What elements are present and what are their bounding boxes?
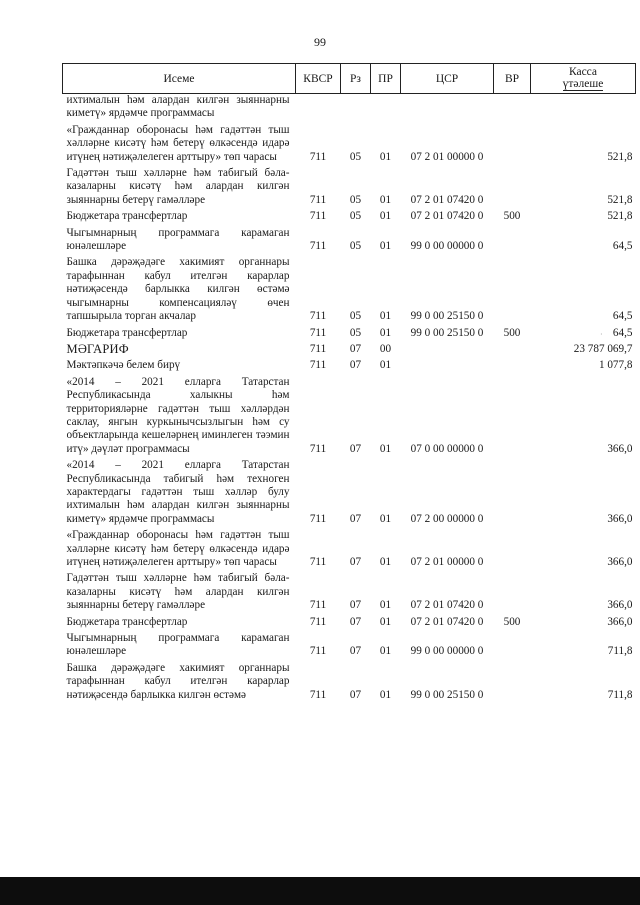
cell-kassa: 711,8 [607,645,633,658]
cell-name: Гадәттән тыш хәлләрне һәм табигый бәла-казаларны кисәтү һәм алардан килгән зыяннарны бетерү гамәлләре [66,572,290,612]
cell-kvsr: 711 [309,359,327,372]
cell-kassa: 366,0 [607,599,633,612]
cell-pr: 01 [379,512,392,525]
cell-csr: 99 0 00 00000 0 [410,240,484,253]
cell-kvsr: 711 [309,310,327,323]
cell-csr: 07 2 01 07420 0 [410,193,484,206]
cell-name: Башка дәрәҗәдәге хакимият органнары тарафыннан кабул ителгән карарлар нәтиҗәсендә барлыкка килгән өстәмә чыгымнарны компенсацияләү өчен тапшырыла торган акчалар [66,256,290,323]
cell-vr [494,456,531,526]
table-row [63,94,636,121]
cell-csr: 07 2 01 00000 0 [410,150,484,163]
cell-kassa: 366,0 [607,615,633,628]
cell-vr [494,569,531,612]
cell-csr [401,94,494,121]
table-row [63,121,636,164]
cell-vr [494,629,531,659]
cell-rz: 05 [349,326,362,339]
table-row [63,629,636,659]
cell-csr: 07 0 00 00000 0 [410,442,484,455]
cell-csr: 99 0 00 00000 0 [410,645,484,658]
cell-rz [341,94,371,121]
cell-rz: 05 [349,210,362,223]
table-row [63,659,636,702]
scan-bottom-edge [0,877,640,905]
table-row [63,569,636,612]
table-row [63,526,636,569]
cell-kassa: 366,0 [607,512,633,525]
table-row [63,340,636,356]
table-row [63,613,636,629]
table-body [63,94,636,703]
cell-vr [494,94,531,121]
cell-kassa: 366,0 [607,556,633,568]
cell-csr: 99 0 00 25150 0 [410,310,484,323]
cell-rz: 07 [349,556,362,568]
cell-name: ихтималын һәм алардан килгән зыяннарны киметү» ярдәмче программасы [66,94,290,120]
cell-csr: 07 2 01 07420 0 [410,599,484,612]
table-row [63,324,636,340]
table-row [63,253,636,323]
header-name: Исеме [63,64,296,94]
cell-rz: 05 [349,193,362,206]
cell-name: «Гражданнар оборонасы һәм гадәттән тыш хәлләрне кисәтү һәм бетерү өлкәсендә идарә итүнең нәтиҗәлелеген арттыру» төп чарасы [66,123,290,163]
header-pr: ПР [371,64,401,94]
cell-pr: 01 [379,310,392,323]
cell-name: Башка дәрәҗәдәге хакимият органнары тарафыннан кабул ителгән карарлар нәтиҗәсендә барлыкка килгән өстәмә [66,661,290,701]
budget-execution-table [62,63,636,702]
cell-rz: 07 [349,359,362,372]
header-row [63,64,636,94]
cell-rz: 07 [349,688,362,701]
budget-table-container [62,63,635,702]
cell-pr: 01 [379,210,392,223]
cell-kassa: 711,8 [607,688,633,701]
cell-kvsr: 711 [309,210,327,223]
table-row [63,456,636,526]
cell-vr: 500 [503,326,521,339]
cell-kassa: 521,8 [607,210,633,223]
table-row [63,224,636,254]
header-csr: ЦСР [401,64,494,94]
cell-kassa: 23 787 069,7 [573,342,633,355]
cell-kvsr [296,94,341,121]
cell-pr: 01 [379,150,392,163]
table-row [63,356,636,372]
cell-vr [494,356,531,372]
cell-pr: 01 [379,326,392,339]
cell-csr: 07 2 01 00000 0 [410,556,484,568]
header-rz: Рз [341,64,371,94]
cell-rz: 07 [349,342,362,355]
cell-name: Мәктәпкәчә белем бирү [66,359,181,372]
cell-rz: 07 [349,615,362,628]
cell-rz: 05 [349,240,362,253]
cell-pr [371,94,401,121]
cell-pr: 00 [379,342,392,355]
cell-vr: 500 [503,615,521,628]
cell-vr [494,659,531,702]
cell-kvsr: 711 [309,193,327,206]
cell-name: «2014 – 2021 елларга Татарстан Республикасында табигый һәм техноген характердагы гадәттән тыш хәлләр булу ихтималын һәм алардан килгән зыяннарны киметү» ярдәмче программасы [66,459,290,525]
cell-rz: 07 [349,599,362,612]
cell-rz: 07 [349,645,362,658]
cell-kvsr: 711 [309,442,327,455]
scan-speck: · [600,330,603,339]
header-kassa [531,64,636,94]
cell-pr: 01 [379,193,392,206]
cell-kassa: 1 077,8 [598,359,633,372]
cell-rz: 05 [349,310,362,323]
cell-csr: 07 2 00 00000 0 [410,512,484,525]
cell-kvsr: 711 [309,342,327,355]
cell-kassa: 521,8 [607,150,633,163]
cell-name: «2014 – 2021 елларга Татарстан Республикасында халыкны һәм территорияләрне гадәттән тыш хәлләрдән саклау, янгын куркынычсызлыгын һәм су объектларында кешеләрнең иминлеген тәэмин итү» дәүләт программасы [66,375,290,455]
cell-kassa [531,94,636,121]
cell-pr: 01 [379,556,392,568]
cell-kvsr: 711 [309,150,327,163]
header-vr: ВР [494,64,531,94]
cell-name: Бюджетара трансфертлар [66,210,188,223]
cell-kvsr: 711 [309,556,327,568]
cell-kassa: 64,5 [612,240,633,253]
cell-pr: 01 [379,359,392,372]
cell-kvsr: 711 [309,615,327,628]
cell-kassa: 366,0 [607,442,633,455]
cell-name: Чыгымнарның программага карамаган юнәлешләре [66,226,290,253]
cell-name: Бюджетара трансфертлар [66,615,188,628]
cell-name: «Гражданнар оборонасы һәм гадәттән тыш хәлләрне кисәтү һәм бетерү өлкәсендә идарә итүнең нәтиҗәлелеген арттыру» төп чарасы [66,529,290,568]
cell-pr: 01 [379,645,392,658]
cell-kvsr: 711 [309,512,327,525]
cell-name: Гадәттән тыш хәлләрне һәм табигый бәла-казаларны кисәтү һәм алардан килгән зыяннарны бетерү гамәлләре [66,167,290,206]
table-row [63,373,636,456]
cell-pr: 01 [379,442,392,455]
cell-vr [494,224,531,254]
cell-pr: 01 [379,688,392,701]
cell-csr [401,356,494,372]
cell-vr [494,253,531,323]
cell-pr: 01 [379,599,392,612]
table-header [63,64,636,94]
cell-kassa: 64,5 [612,310,633,323]
table-row [63,164,636,207]
cell-kassa: 521,8 [607,193,633,206]
cell-pr: 01 [379,615,392,628]
header-kassa-line1: Касса [568,66,598,78]
cell-csr [401,340,494,356]
cell-vr: 500 [503,210,521,223]
cell-vr [494,526,531,569]
cell-name: МӘГАРИФ [66,341,129,356]
cell-csr: 99 0 00 25150 0 [410,326,484,339]
cell-vr [494,121,531,164]
cell-kvsr: 711 [309,599,327,612]
cell-kassa: 64,5 [612,326,633,339]
cell-kvsr: 711 [309,688,327,701]
cell-csr: 99 0 00 25150 0 [410,688,484,701]
cell-name: Бюджетара трансфертлар [66,326,188,339]
cell-rz: 07 [349,512,362,525]
cell-vr [494,164,531,207]
cell-csr: 07 2 01 07420 0 [410,615,484,628]
header-kassa-line2: үтәлеше [562,78,604,90]
cell-vr [494,340,531,356]
cell-name: Чыгымнарның программага карамаган юнәлешләре [66,632,290,658]
cell-kvsr: 711 [309,326,327,339]
cell-rz: 07 [349,442,362,455]
cell-kvsr: 711 [309,240,327,253]
cell-rz: 05 [349,150,362,163]
cell-vr [494,373,531,456]
cell-pr: 01 [379,240,392,253]
table-row [63,207,636,223]
page-number: 99 [314,35,326,49]
header-kvsr: КВСР [296,64,341,94]
cell-csr: 07 2 01 07420 0 [410,210,484,223]
cell-kvsr: 711 [309,645,327,658]
